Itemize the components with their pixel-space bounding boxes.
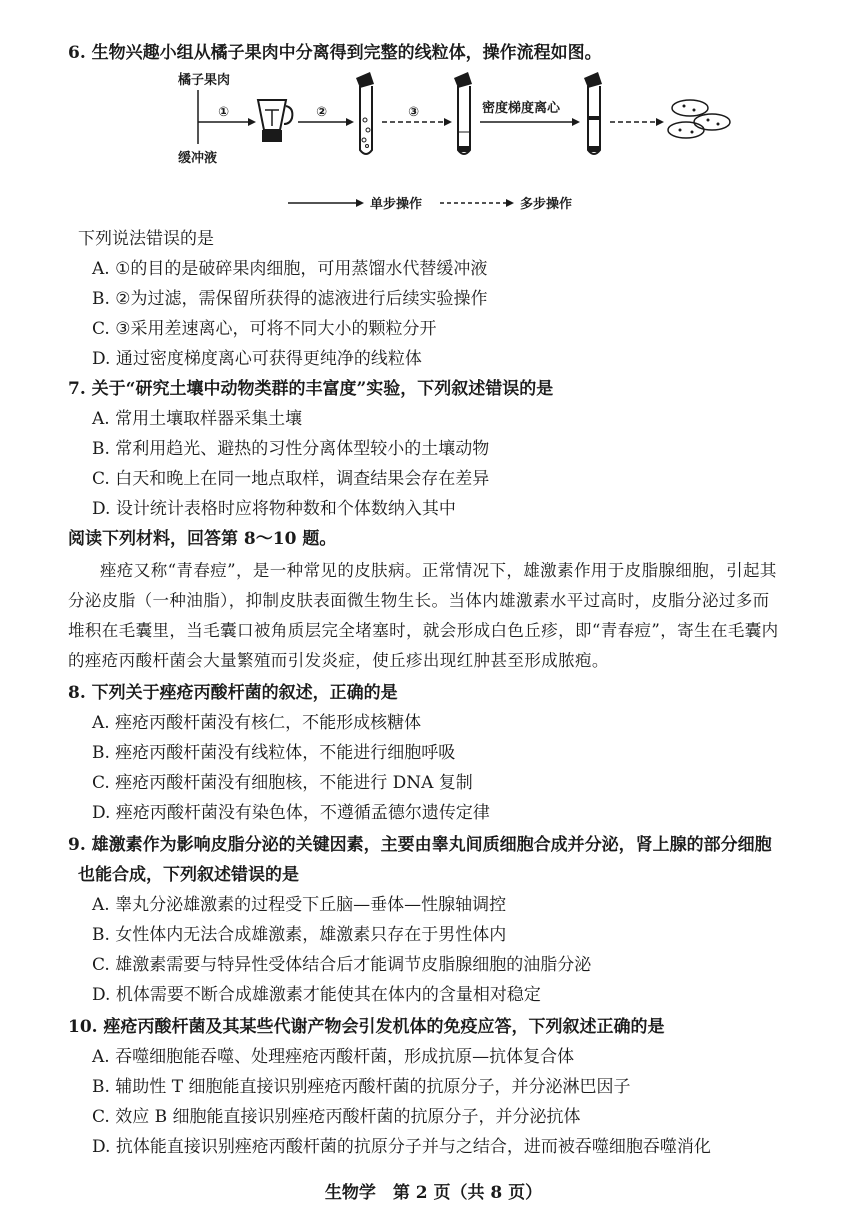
q6-stem: 6. 生物兴趣小组从橘子果肉中分离得到完整的线粒体，操作流程如图。 bbox=[68, 43, 602, 63]
q6-option-c: C. ③采用差速离心，可将不同大小的颗粒分开 bbox=[92, 319, 437, 339]
reading-line-1: 痤疮又称“青春痘”，是一种常见的皮肤病。正常情况下，雄激素作用于皮脂腺细胞，引起其 bbox=[100, 561, 777, 580]
test-tube-1-icon bbox=[356, 72, 374, 154]
q10-option-b: B. 辅助性 T 细胞能直接识别痤疮丙酸杆菌的抗原分子，并分泌淋巴因子 bbox=[92, 1077, 631, 1097]
legend-solid-arrow-head bbox=[356, 199, 364, 207]
q6-prompt: 下列说法错误的是 bbox=[78, 229, 214, 249]
q7-option-b: B. 常利用趋光、避热的习性分离体型较小的土壤动物 bbox=[92, 439, 490, 459]
arrow-4-head bbox=[572, 118, 580, 126]
q8-option-d: D. 痤疮丙酸杆菌没有染色体，不遵循孟德尔遗传定律 bbox=[92, 803, 490, 823]
page-footer: 生物学 第 2 页（共 8 页） bbox=[324, 1183, 543, 1203]
step-4-label: 密度梯度离心 bbox=[482, 101, 561, 116]
test-tube-3-icon bbox=[584, 72, 602, 154]
q8-option-c: C. 痤疮丙酸杆菌没有细胞核，不能进行 DNA 复制 bbox=[92, 773, 473, 793]
q8-option-b: B. 痤疮丙酸杆菌没有线粒体，不能进行细胞呼吸 bbox=[92, 743, 456, 763]
legend-multi-label: 多步操作 bbox=[520, 197, 573, 212]
mitochondria-isolation-diagram bbox=[170, 70, 750, 220]
q9-stem-line-1: 9. 雄激素作为影响皮脂分泌的关键因素，主要由睾丸间质细胞合成并分泌，肾上腺的部分细胞 bbox=[68, 835, 772, 855]
q9-stem-line-2: 也能合成，下列叙述错误的是 bbox=[78, 865, 299, 885]
step-1-label: ① bbox=[218, 105, 230, 120]
input-bottom-label: 缓冲液 bbox=[178, 151, 218, 166]
arrow-1-head bbox=[248, 118, 256, 126]
arrow-3-head bbox=[444, 118, 452, 126]
q6-option-a: A. ①的目的是破碎果肉细胞，可用蒸馏水代替缓冲液 bbox=[92, 259, 488, 279]
test-tube-2-icon bbox=[454, 72, 472, 154]
q9-option-b: B. 女性体内无法合成雄激素，雄激素只存在于男性体内 bbox=[92, 925, 507, 945]
q8-option-a: A. 痤疮丙酸杆菌没有核仁，不能形成核糖体 bbox=[92, 713, 422, 733]
step-3-label: ③ bbox=[408, 105, 420, 120]
reading-line-2: 分泌皮脂（一种油脂），抑制皮肤表面微生物生长。当体内雄激素水平过高时，皮脂分泌过多而 bbox=[68, 591, 770, 610]
q9-option-a: A. 睾丸分泌雄激素的过程受下丘脑—垂体—性腺轴调控 bbox=[92, 895, 507, 915]
legend-single-label: 单步操作 bbox=[370, 197, 423, 212]
mitochondria-icon bbox=[668, 100, 730, 138]
arrow-5-head bbox=[656, 118, 664, 126]
q8-stem: 8. 下列关于痤疮丙酸杆菌的叙述，正确的是 bbox=[68, 683, 398, 703]
q7-option-c: C. 白天和晚上在同一地点取样，调查结果会存在差异 bbox=[92, 469, 490, 489]
reading-intro: 阅读下列材料，回答第 8～10 题。 bbox=[68, 529, 337, 549]
q10-stem: 10. 痤疮丙酸杆菌及其某些代谢产物会引发机体的免疫应答，下列叙述正确的是 bbox=[68, 1017, 665, 1037]
q10-option-a: A. 吞噬细胞能吞噬、处理痤疮丙酸杆菌，形成抗原—抗体复合体 bbox=[92, 1047, 575, 1067]
q10-option-c: C. 效应 B 细胞能直接识别痤疮丙酸杆菌的抗原分子，并分泌抗体 bbox=[92, 1107, 581, 1127]
q7-stem: 7. 关于“研究土壤中动物类群的丰富度”实验，下列叙述错误的是 bbox=[68, 379, 554, 399]
input-top-label: 橘子果肉 bbox=[178, 73, 231, 88]
q7-option-d: D. 设计统计表格时应将物种数和个体数纳入其中 bbox=[92, 499, 456, 519]
reading-line-4: 的痤疮丙酸杆菌会大量繁殖而引发炎症，使丘疹出现红肿甚至形成脓疱。 bbox=[68, 651, 609, 670]
q10-option-d: D. 抗体能直接识别痤疮丙酸杆菌的抗原分子并与之结合，进而被吞噬细胞吞噬消化 bbox=[92, 1137, 711, 1157]
q6-option-d: D. 通过密度梯度离心可获得更纯净的线粒体 bbox=[92, 349, 422, 369]
q7-option-a: A. 常用土壤取样器采集土壤 bbox=[92, 409, 303, 429]
reading-line-3: 堆积在毛囊里，当毛囊口被角质层完全堵塞时，就会形成白色丘疹，即“青春痘”，寄生在毛囊内 bbox=[68, 621, 779, 640]
step-2-label: ② bbox=[316, 105, 328, 120]
blender-icon bbox=[258, 100, 292, 142]
legend-dashed-arrow-head bbox=[506, 199, 514, 207]
q9-option-d: D. 机体需要不断合成雄激素才能使其在体内的含量相对稳定 bbox=[92, 985, 541, 1005]
arrow-2-head bbox=[346, 118, 354, 126]
q6-option-b: B. ②为过滤，需保留所获得的滤液进行后续实验操作 bbox=[92, 289, 488, 309]
q9-option-c: C. 雄激素需要与特异性受体结合后才能调节皮脂腺细胞的油脂分泌 bbox=[92, 955, 592, 975]
